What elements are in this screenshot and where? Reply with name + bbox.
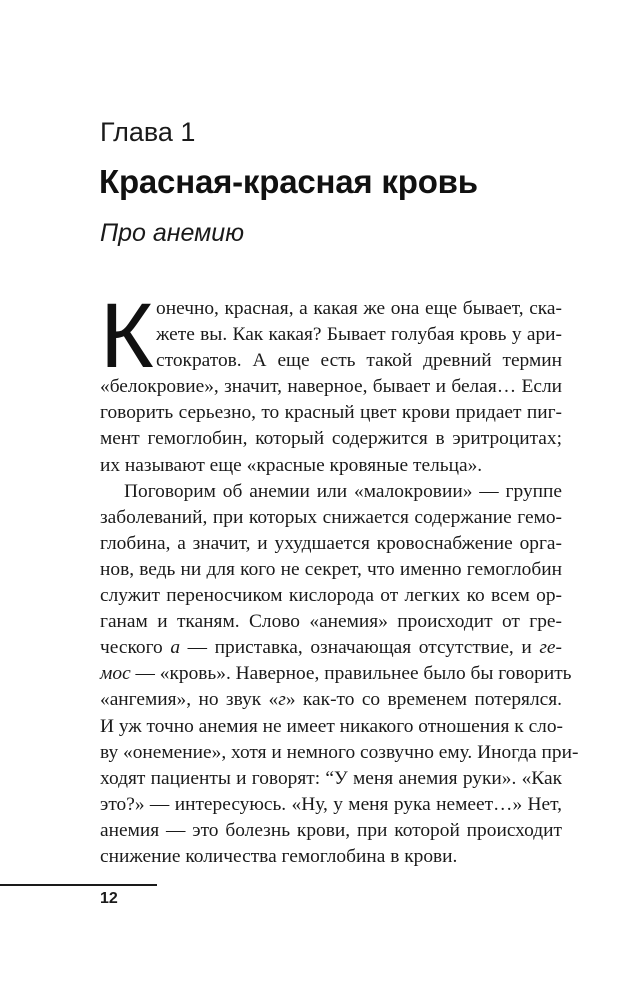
text-line: стократов. А еще есть такой древний термин bbox=[156, 350, 562, 372]
text-line: их называют еще «красные кровяные тельца». bbox=[100, 454, 483, 476]
text-line bbox=[100, 661, 572, 687]
text-line: глобина, а значит, и ухудшается кровоснабжение орга- bbox=[100, 532, 562, 554]
text-fragment: » как-то со временем потерялся. bbox=[285, 689, 563, 711]
text-line: жете вы. Как какая? Бывает голубая кровь у ари- bbox=[156, 324, 562, 346]
text-line: И уж точно анемия не имеет никакого отношения к сло- bbox=[100, 715, 564, 737]
text-line: заболеваний, при которых снижается содержание гемо- bbox=[100, 506, 562, 528]
text-line bbox=[100, 635, 562, 661]
chapter-subtitle: Про анемию bbox=[100, 219, 244, 247]
text-fragment: «ангемия», но звук « bbox=[100, 689, 279, 711]
text-fragment: — приставка, означающая отсутствие, и bbox=[180, 637, 540, 659]
italic-word: г bbox=[278, 689, 286, 711]
italic-word: а bbox=[170, 637, 181, 659]
text-line: это?» — интересуюсь. «Ну, у меня рука немеет…» Нет, bbox=[100, 793, 562, 815]
text-line: снижение количества гемоглобина в крови. bbox=[100, 845, 458, 867]
text-line bbox=[100, 687, 562, 713]
italic-word: ге- bbox=[539, 637, 562, 659]
text-line: онечно, красная, а какая же она еще бывает, ска- bbox=[156, 298, 562, 319]
text-line: ганам и тканям. Слово «анемия» происходит от гре- bbox=[100, 611, 562, 633]
italic-word: мос bbox=[100, 663, 131, 685]
text-fragment: — «кровь». Наверное, правильнее было бы говорить bbox=[130, 663, 572, 685]
text-line: нов, ведь ни для кого не секрет, что именно гемоглобин bbox=[100, 558, 562, 580]
text-line: служит переносчиком кислорода от легких ко всем ор- bbox=[100, 585, 562, 607]
text-line: ву «онемение», хотя и немного созвучно ему. Иногда при- bbox=[100, 741, 579, 763]
page-number: 12 bbox=[100, 890, 118, 907]
text-line: анемия — это болезнь крови, при которой происходит bbox=[100, 819, 562, 841]
body-text bbox=[100, 285, 579, 870]
text-fragment: ческого bbox=[100, 637, 171, 659]
drop-cap-letter: К bbox=[100, 285, 154, 387]
text-line: Поговорим об анемии или «малокровии» — группе bbox=[124, 480, 562, 502]
chapter-title: Красная-красная кровь bbox=[99, 163, 478, 200]
text-line: говорить серьезно, то красный цвет крови придает пиг- bbox=[100, 402, 562, 424]
chapter-number: Глава 1 bbox=[100, 117, 196, 147]
footer-divider bbox=[0, 884, 157, 886]
text-line: «белокровие», значит, наверное, бывает и белая… Если bbox=[100, 376, 562, 398]
text-line: ходят пациенты и говорят: “У меня анемия руки». «Как bbox=[100, 767, 562, 789]
text-line: мент гемоглобин, который содержится в эритроцитах; bbox=[100, 428, 562, 450]
